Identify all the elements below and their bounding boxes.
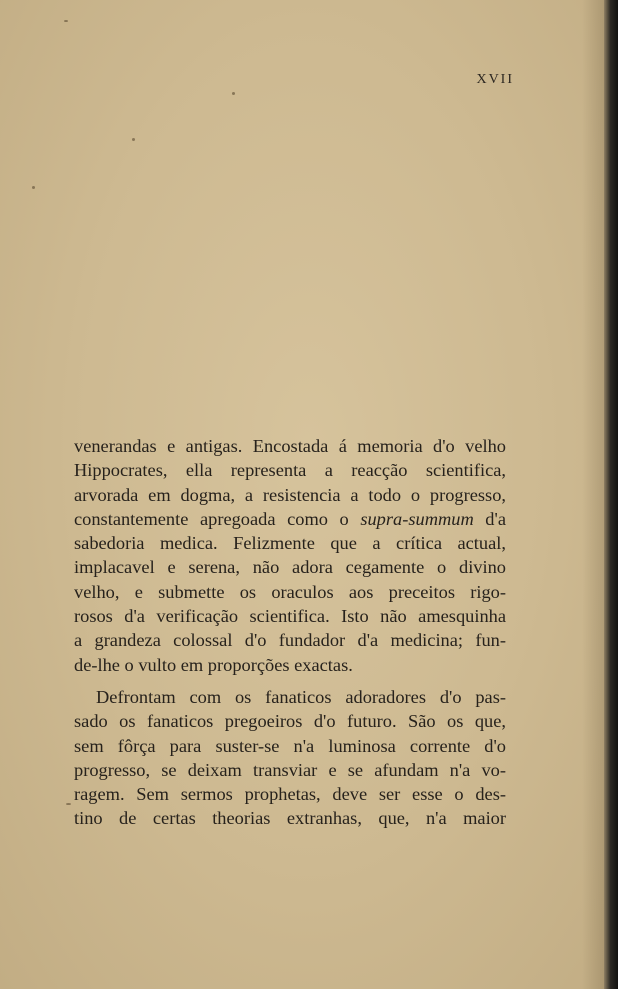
page-number: XVII [476,72,514,87]
paper-speck [64,20,68,22]
text-line: venerandas e antigas. Encostada á memoria d'o velho [74,436,506,456]
body-text [74,434,506,831]
text-line: velho, e submette os oraculos aos preceitos rigo- [74,581,506,602]
page-edge-shadow [582,0,604,989]
text-fragment: constantemente apregoada como o [74,508,349,529]
text-line: arvorada em dogma, a resistencia a todo o progresso, [74,484,506,505]
book-binding-edge [604,0,618,989]
text-line: implacavel e serena, não adora cegamente o divino [74,557,506,578]
text-line: tino de certas theorias extranhas, que, n'a maior [74,808,506,829]
text-line: a grandeza colossal d'o fundador d'a medicina; fun- [74,630,506,651]
paper-speck [232,92,235,95]
paper-speck [132,138,135,141]
text-line: progresso, se deixam transviar e se afundam n'a vo- [74,759,506,780]
text-line: sem fôrça para suster-se n'a luminosa corrente d'o [74,735,506,756]
paragraph-break [74,677,506,685]
italic-term: supra-summum [360,508,474,529]
text-line: Defrontam com os fanaticos adoradores d'o pas- [96,686,506,707]
text-line: Hippocrates, ella representa a reacção scientifica, [74,460,506,481]
text-line: sado os fanaticos pregoeiros d'o futuro. São os que, [74,711,506,732]
text-line: rosos d'a verificação scientifica. Isto não amesquinha [74,606,506,627]
text-line: sabedoria medica. Felizmente que a crítica actual, [74,533,506,554]
paper-speck [32,186,35,189]
text-line: de-lhe o vulto em proporções exactas. [74,654,353,675]
paper-speck [66,803,71,805]
text-line: ragem. Sem sermos prophetas, deve ser esse o des- [74,784,506,805]
text-fragment: d'a [473,508,506,529]
text-line-with-italic [74,507,506,531]
